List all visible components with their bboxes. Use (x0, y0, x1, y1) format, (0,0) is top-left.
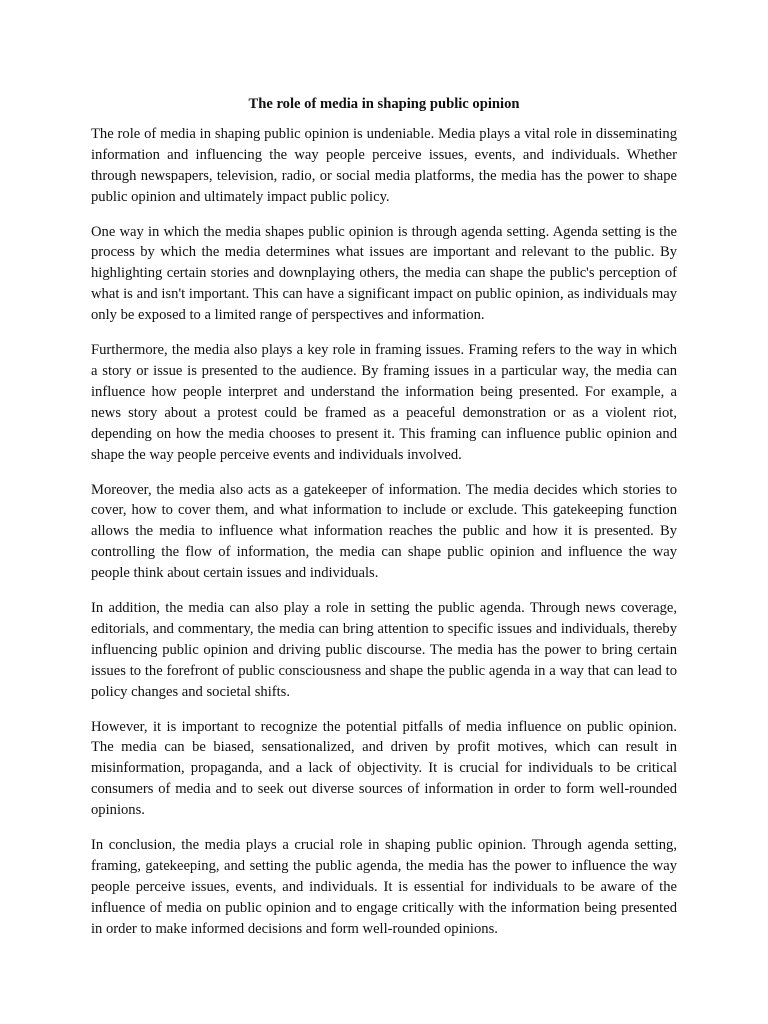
document-page (91, 94, 677, 954)
paragraph-public-agenda: In addition, the media can also play a role in setting the public agenda. Through news coverage, editorials, and commentary, the media can bring attention to specific issues and individuals, thereby influencing public opinion and driving public discourse. The media has the power to bring certain issues to the forefront of public consciousness and shape the public agenda in a way that can lead to policy changes and societal shifts. (91, 600, 677, 700)
paragraph-agenda-setting: One way in which the media shapes public opinion is through agenda setting. Agenda setting is the process by which the media determines what issues are important and relevant to the public. By highlighting certain stories and downplaying others, the media can shape the public's perception of what is and isn't important. This can have a significant impact on public opinion, as individuals may only be exposed to a limited range of perspectives and information. (91, 223, 677, 324)
document-title: The role of media in shaping public opinion (248, 96, 520, 112)
paragraph-gatekeeping: Moreover, the media also acts as a gatekeeper of information. The media decides which stories to cover, how to cover them, and what information to include or exclude. This gatekeeping function allows the media to influence what information reaches the public and how it is presented. By controlling the flow of information, the media can shape public opinion and influence the way people think about certain issues and individuals. (91, 481, 677, 582)
paragraph-conclusion: In conclusion, the media plays a crucial role in shaping public opinion. Through agenda setting, framing, gatekeeping, and setting the public agenda, the media has the power to influence the way people perceive issues, events, and individuals. It is essential for individuals to be aware of the influence of media on public opinion and to engage critically with the information being presented in order to make informed decisions and form well-rounded opinions. (91, 837, 677, 937)
paragraph-pitfalls: However, it is important to recognize the potential pitfalls of media influence on public opinion. The media can be biased, sensationalized, and driven by profit motives, which can result in misinformation, propaganda, and a lack of objectivity. It is crucial for individuals to be critical consumers of media and to seek out diverse sources of information in order to form well-rounded opinions. (91, 718, 677, 819)
paragraph-framing: Furthermore, the media also plays a key role in framing issues. Framing refers to the way in which a story or issue is presented to the audience. By framing issues in a particular way, the media can influence how people interpret and understand the information being presented. For example, a news story about a protest could be framed as a peaceful demonstration or as a violent riot, depending on how the media chooses to present it. This framing can influence public opinion and shape the way people perceive events and individuals involved. (91, 342, 677, 463)
paragraph-intro: The role of media in shaping public opinion is undeniable. Media plays a vital role in disseminating information and influencing the way people perceive issues, events, and individuals. Whether through newspapers, television, radio, or social media platforms, the media has the power to shape public opinion and ultimately impact public policy. (91, 125, 677, 205)
